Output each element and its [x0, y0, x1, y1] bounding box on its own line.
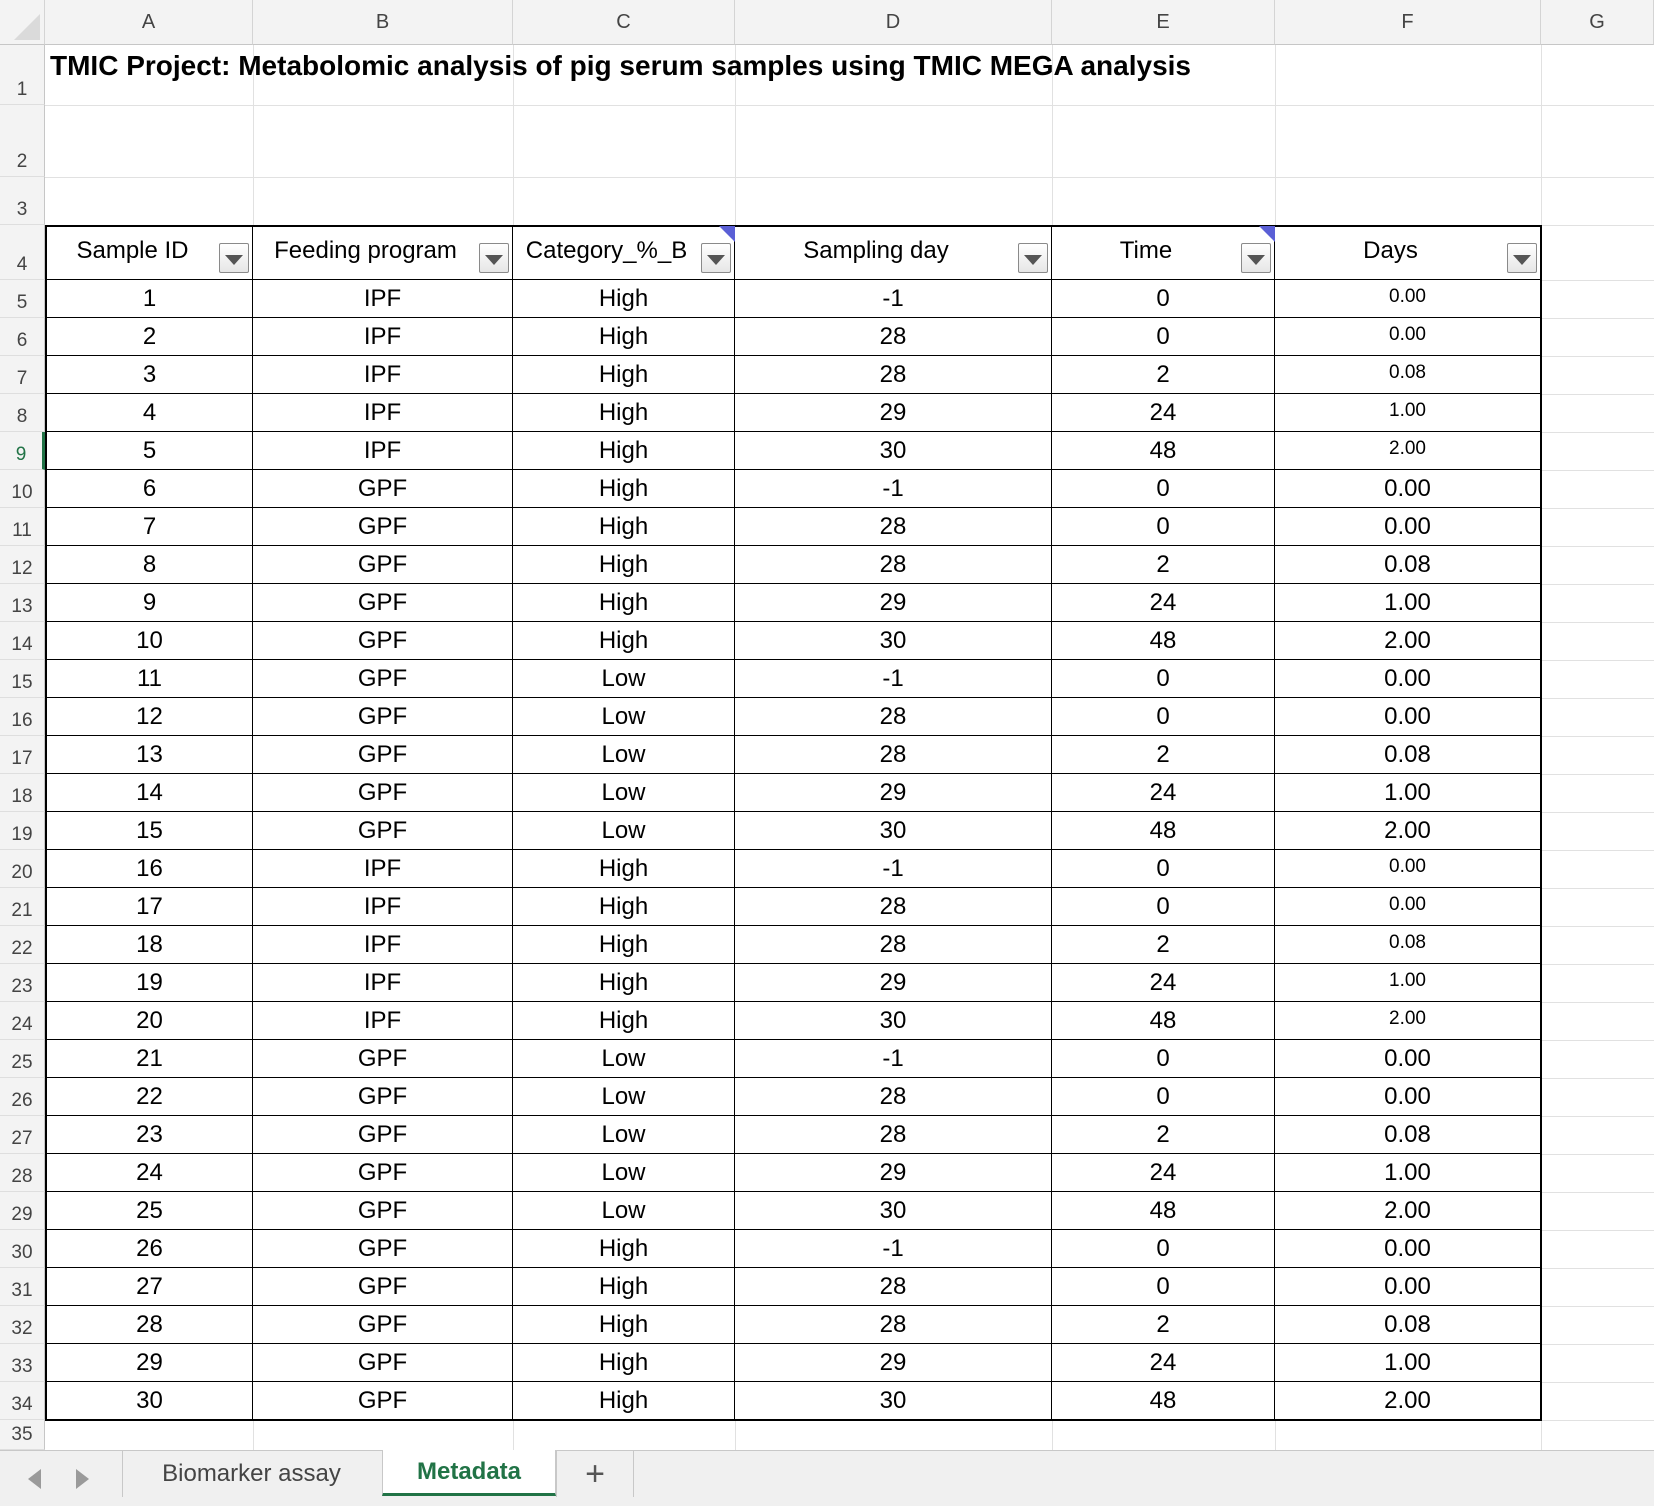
row-header-23[interactable]: 23 [0, 964, 45, 1002]
column-header-d[interactable]: D [735, 0, 1052, 45]
table-cell[interactable]: GPF [253, 774, 514, 813]
row-header-10[interactable]: 10 [0, 470, 45, 508]
table-cell[interactable]: 0.08 [1275, 926, 1542, 965]
table-cell[interactable]: GPF [253, 1230, 514, 1269]
table-cell[interactable]: 0 [1052, 888, 1276, 927]
table-cell[interactable]: 0 [1052, 470, 1276, 509]
table-cell[interactable]: 48 [1052, 812, 1276, 851]
table-cell[interactable]: GPF [253, 1078, 514, 1117]
table-cell[interactable]: High [513, 1344, 736, 1383]
filter-dropdown-icon[interactable] [1507, 243, 1537, 273]
table-cell[interactable]: 30 [735, 1192, 1053, 1231]
table-cell[interactable]: 11 [45, 660, 254, 699]
table-cell[interactable]: -1 [735, 850, 1053, 889]
row-header-12[interactable]: 12 [0, 546, 45, 584]
table-cell[interactable]: 14 [45, 774, 254, 813]
table-cell[interactable]: Low [513, 1078, 736, 1117]
table-cell[interactable]: 28 [735, 318, 1053, 357]
row-header-22[interactable]: 22 [0, 926, 45, 964]
table-cell[interactable]: 0.00 [1275, 850, 1542, 889]
table-cell[interactable]: Low [513, 1040, 736, 1079]
table-cell[interactable]: 0.08 [1275, 1306, 1542, 1345]
table-header-label: Sampling day [803, 237, 949, 264]
table-cell[interactable]: 0.00 [1275, 888, 1542, 927]
table-cell[interactable]: 7 [45, 508, 254, 547]
comment-indicator-icon [1259, 226, 1275, 242]
table-header-label: Feeding program [274, 237, 457, 264]
table-cell[interactable]: 30 [735, 812, 1053, 851]
table-cell[interactable]: 1.00 [1275, 964, 1542, 1003]
filter-dropdown-icon[interactable] [219, 243, 249, 273]
table-cell[interactable]: Low [513, 1116, 736, 1155]
table-cell[interactable]: High [513, 1268, 736, 1307]
table-cell[interactable]: 30 [735, 432, 1053, 471]
table-cell[interactable]: 28 [735, 888, 1053, 927]
table-cell[interactable]: 2 [1052, 1116, 1276, 1155]
table-cell[interactable]: GPF [253, 1268, 514, 1307]
table-cell[interactable]: High [513, 432, 736, 471]
filter-dropdown-icon[interactable] [701, 243, 731, 273]
table-cell[interactable]: IPF [253, 926, 514, 965]
row-header-18[interactable]: 18 [0, 774, 45, 812]
table-cell[interactable]: Low [513, 698, 736, 737]
column-header-b[interactable]: B [253, 0, 513, 45]
table-cell[interactable]: GPF [253, 1040, 514, 1079]
table-cell[interactable]: 0 [1052, 1078, 1276, 1117]
table-cell[interactable]: 2.00 [1275, 1192, 1542, 1231]
table-cell[interactable]: 15 [45, 812, 254, 851]
table-cell[interactable]: 0.00 [1275, 1040, 1542, 1079]
prev-sheet-arrow-icon[interactable] [28, 1469, 41, 1489]
column-header-f[interactable]: F [1275, 0, 1541, 45]
table-header-label: Time [1119, 237, 1173, 264]
table-cell[interactable]: -1 [735, 470, 1053, 509]
table-cell[interactable]: 0.00 [1275, 660, 1542, 699]
row-header-7[interactable]: 7 [0, 356, 45, 394]
row-header-1[interactable]: 1 [0, 45, 45, 105]
table-cell[interactable]: 0 [1052, 698, 1276, 737]
select-all-corner[interactable] [0, 0, 45, 45]
table-cell[interactable]: 0.00 [1275, 318, 1542, 357]
table-cell[interactable]: 29 [735, 964, 1053, 1003]
table-cell[interactable]: Low [513, 1192, 736, 1231]
table-cell[interactable]: High [513, 1002, 736, 1041]
table-cell[interactable]: 17 [45, 888, 254, 927]
table-cell[interactable]: 6 [45, 470, 254, 509]
table-cell[interactable]: IPF [253, 888, 514, 927]
table-cell[interactable]: -1 [735, 660, 1053, 699]
table-cell[interactable]: 30 [735, 622, 1053, 661]
row-header-16[interactable]: 16 [0, 698, 45, 736]
table-header-label: Category_%_B [525, 237, 688, 264]
row-header-19[interactable]: 19 [0, 812, 45, 850]
row-header-5[interactable]: 5 [0, 280, 45, 318]
row-header-6[interactable]: 6 [0, 318, 45, 356]
table-cell[interactable]: 28 [735, 546, 1053, 585]
table-cell[interactable]: 0 [1052, 1268, 1276, 1307]
table-cell[interactable]: High [513, 622, 736, 661]
table-cell[interactable]: 3 [45, 356, 254, 395]
table-cell[interactable]: 24 [1052, 584, 1276, 623]
table-cell[interactable]: IPF [253, 318, 514, 357]
column-header-a[interactable]: A [45, 0, 253, 45]
table-cell[interactable]: -1 [735, 1230, 1053, 1269]
table-cell[interactable]: GPF [253, 622, 514, 661]
table-cell[interactable]: Low [513, 812, 736, 851]
row-header-27[interactable]: 27 [0, 1116, 45, 1154]
row-header-3[interactable]: 3 [0, 177, 45, 225]
table-header-cell[interactable] [1275, 225, 1542, 281]
table-cell[interactable]: High [513, 394, 736, 433]
table-cell[interactable]: 29 [735, 1344, 1053, 1383]
table-cell[interactable]: GPF [253, 1382, 514, 1421]
table-cell[interactable]: 18 [45, 926, 254, 965]
row-header-32[interactable]: 32 [0, 1306, 45, 1344]
table-cell[interactable]: 24 [1052, 1344, 1276, 1383]
table-cell[interactable]: 1.00 [1275, 1154, 1542, 1193]
row-header-31[interactable]: 31 [0, 1268, 45, 1306]
table-cell[interactable]: 2.00 [1275, 1382, 1542, 1421]
table-cell[interactable]: 0.08 [1275, 1116, 1542, 1155]
table-cell[interactable]: 0 [1052, 1040, 1276, 1079]
table-cell[interactable]: 4 [45, 394, 254, 433]
row-header-25[interactable]: 25 [0, 1040, 45, 1078]
table-cell[interactable]: High [513, 280, 736, 319]
table-cell[interactable]: 24 [1052, 394, 1276, 433]
filter-dropdown-icon[interactable] [1018, 243, 1048, 273]
table-cell[interactable]: 0 [1052, 508, 1276, 547]
table-cell[interactable]: 2 [1052, 736, 1276, 775]
table-cell[interactable]: 28 [735, 926, 1053, 965]
table-cell[interactable]: 1.00 [1275, 1344, 1542, 1383]
table-cell[interactable]: GPF [253, 1306, 514, 1345]
table-header-cell[interactable] [735, 225, 1053, 281]
row-header-20[interactable]: 20 [0, 850, 45, 888]
table-cell[interactable]: Low [513, 774, 736, 813]
row-header-2[interactable]: 2 [0, 105, 45, 177]
table-cell[interactable]: 48 [1052, 432, 1276, 471]
table-cell[interactable]: 20 [45, 1002, 254, 1041]
table-cell[interactable]: 28 [735, 356, 1053, 395]
table-cell[interactable]: 27 [45, 1268, 254, 1307]
sheet-tab-metadata[interactable]: Metadata [382, 1450, 556, 1496]
table-cell[interactable]: 48 [1052, 1192, 1276, 1231]
table-cell[interactable]: 0 [1052, 850, 1276, 889]
row-header-11[interactable]: 11 [0, 508, 45, 546]
row-header-21[interactable]: 21 [0, 888, 45, 926]
table-cell[interactable]: 29 [735, 774, 1053, 813]
table-cell[interactable]: 2.00 [1275, 432, 1542, 471]
row-header-33[interactable]: 33 [0, 1344, 45, 1382]
table-cell[interactable]: 2 [1052, 926, 1276, 965]
table-cell[interactable]: IPF [253, 432, 514, 471]
sheet-tab-bar [0, 1450, 1654, 1506]
row-header-35[interactable]: 35 [0, 1420, 45, 1450]
table-cell[interactable]: 0.00 [1275, 1078, 1542, 1117]
table-cell[interactable]: 2 [1052, 356, 1276, 395]
table-cell[interactable]: 0.00 [1275, 1268, 1542, 1307]
table-cell[interactable]: 21 [45, 1040, 254, 1079]
table-cell[interactable]: High [513, 1382, 736, 1421]
gridline-horizontal [45, 177, 1654, 178]
table-cell[interactable]: IPF [253, 964, 514, 1003]
table-cell[interactable]: 10 [45, 622, 254, 661]
table-cell[interactable]: 24 [45, 1154, 254, 1193]
table-cell[interactable]: -1 [735, 1040, 1053, 1079]
table-cell[interactable]: 0.08 [1275, 546, 1542, 585]
table-cell[interactable]: 13 [45, 736, 254, 775]
column-header-e[interactable]: E [1052, 0, 1275, 45]
table-cell[interactable]: -1 [735, 280, 1053, 319]
table-cell[interactable]: IPF [253, 1002, 514, 1041]
table-cell[interactable]: 30 [45, 1382, 254, 1421]
column-header-c[interactable]: C [513, 0, 735, 45]
table-cell[interactable]: 30 [735, 1002, 1053, 1041]
table-cell[interactable]: 2 [45, 318, 254, 357]
table-cell[interactable]: High [513, 1230, 736, 1269]
table-cell[interactable]: 0.00 [1275, 470, 1542, 509]
table-cell[interactable]: High [513, 964, 736, 1003]
table-cell[interactable]: 2 [1052, 1306, 1276, 1345]
table-cell[interactable]: 29 [735, 394, 1053, 433]
row-header-13[interactable]: 13 [0, 584, 45, 622]
table-cell[interactable]: 28 [735, 698, 1053, 737]
row-header-28[interactable]: 28 [0, 1154, 45, 1192]
table-cell[interactable]: 28 [735, 1268, 1053, 1307]
row-header-14[interactable]: 14 [0, 622, 45, 660]
row-header-15[interactable]: 15 [0, 660, 45, 698]
table-cell[interactable]: 28 [735, 508, 1053, 547]
comment-indicator-icon [719, 226, 735, 242]
table-cell[interactable]: GPF [253, 1116, 514, 1155]
table-cell[interactable]: GPF [253, 1344, 514, 1383]
table-header-cell[interactable] [253, 225, 514, 281]
filter-dropdown-icon[interactable] [479, 243, 509, 273]
table-cell[interactable]: 19 [45, 964, 254, 1003]
table-cell[interactable]: High [513, 850, 736, 889]
table-cell[interactable]: GPF [253, 736, 514, 775]
table-cell[interactable]: 2.00 [1275, 622, 1542, 661]
table-cell[interactable]: 0.08 [1275, 736, 1542, 775]
table-cell[interactable]: 0 [1052, 280, 1276, 319]
table-cell[interactable]: GPF [253, 584, 514, 623]
table-cell[interactable]: 0.08 [1275, 356, 1542, 395]
row-header-30[interactable]: 30 [0, 1230, 45, 1268]
table-cell[interactable]: High [513, 926, 736, 965]
table-cell[interactable]: 29 [735, 584, 1053, 623]
table-cell[interactable]: Low [513, 660, 736, 699]
gridline-horizontal [45, 105, 1654, 106]
table-cell[interactable]: High [513, 546, 736, 585]
table-cell[interactable]: 28 [735, 1078, 1053, 1117]
table-cell[interactable]: 29 [735, 1154, 1053, 1193]
row-header-9[interactable]: 9 [0, 432, 45, 470]
table-cell[interactable]: 28 [735, 1116, 1053, 1155]
table-cell[interactable]: 0 [1052, 318, 1276, 357]
table-cell[interactable]: 24 [1052, 964, 1276, 1003]
table-cell[interactable]: 0 [1052, 1230, 1276, 1269]
table-cell[interactable]: 25 [45, 1192, 254, 1231]
table-cell[interactable]: 0.00 [1275, 698, 1542, 737]
table-cell[interactable]: 2.00 [1275, 812, 1542, 851]
table-cell[interactable]: IPF [253, 850, 514, 889]
table-cell[interactable]: 2 [1052, 546, 1276, 585]
table-cell[interactable]: 48 [1052, 1002, 1276, 1041]
row-header-8[interactable]: 8 [0, 394, 45, 432]
table-cell[interactable]: 26 [45, 1230, 254, 1269]
table-cell[interactable]: GPF [253, 470, 514, 509]
table-cell[interactable]: 24 [1052, 774, 1276, 813]
table-cell[interactable]: 1.00 [1275, 774, 1542, 813]
table-cell[interactable]: 30 [735, 1382, 1053, 1421]
table-cell[interactable]: 48 [1052, 622, 1276, 661]
table-cell[interactable]: 0.00 [1275, 280, 1542, 319]
table-cell[interactable]: GPF [253, 698, 514, 737]
row-header-29[interactable]: 29 [0, 1192, 45, 1230]
table-cell[interactable]: High [513, 888, 736, 927]
table-cell[interactable]: High [513, 318, 736, 357]
table-cell[interactable]: IPF [253, 356, 514, 395]
table-cell[interactable]: 8 [45, 546, 254, 585]
table-cell[interactable]: 12 [45, 698, 254, 737]
table-cell[interactable]: 28 [735, 1306, 1053, 1345]
table-cell[interactable]: 1.00 [1275, 394, 1542, 433]
table-cell[interactable]: High [513, 508, 736, 547]
row-header-4[interactable]: 4 [0, 225, 45, 280]
row-header-34[interactable]: 34 [0, 1382, 45, 1420]
table-cell[interactable]: GPF [253, 546, 514, 585]
table-cell[interactable]: Low [513, 736, 736, 775]
table-cell[interactable]: 28 [45, 1306, 254, 1345]
table-cell[interactable]: IPF [253, 280, 514, 319]
table-cell[interactable]: GPF [253, 660, 514, 699]
next-sheet-arrow-icon[interactable] [76, 1469, 89, 1489]
row-header-26[interactable]: 26 [0, 1078, 45, 1116]
table-cell[interactable]: 28 [735, 736, 1053, 775]
table-cell[interactable]: 1 [45, 280, 254, 319]
table-cell[interactable]: IPF [253, 394, 514, 433]
table-cell[interactable]: GPF [253, 508, 514, 547]
table-cell[interactable]: 22 [45, 1078, 254, 1117]
add-sheet-button[interactable]: + [556, 1451, 634, 1497]
table-cell[interactable]: GPF [253, 1154, 514, 1193]
sheet-title[interactable]: TMIC Project: Metabolomic analysis of pig serum samples using TMIC MEGA analysis [50, 50, 1191, 81]
table-cell[interactable]: 1.00 [1275, 584, 1542, 623]
table-cell[interactable]: 9 [45, 584, 254, 623]
table-header-label: Days [1363, 237, 1418, 264]
table-cell[interactable]: GPF [253, 812, 514, 851]
table-cell[interactable]: GPF [253, 1192, 514, 1231]
row-header-17[interactable]: 17 [0, 736, 45, 774]
table-cell[interactable]: 29 [45, 1344, 254, 1383]
table-cell[interactable]: 0.00 [1275, 508, 1542, 547]
table-cell[interactable]: High [513, 356, 736, 395]
table-cell[interactable]: 48 [1052, 1382, 1276, 1421]
table-cell[interactable]: 16 [45, 850, 254, 889]
table-cell[interactable]: 23 [45, 1116, 254, 1155]
table-cell[interactable]: 24 [1052, 1154, 1276, 1193]
table-cell[interactable]: 0.00 [1275, 1230, 1542, 1269]
table-cell[interactable]: High [513, 1306, 736, 1345]
table-cell[interactable]: High [513, 584, 736, 623]
table-cell[interactable]: Low [513, 1154, 736, 1193]
table-cell[interactable]: 0 [1052, 660, 1276, 699]
table-cell[interactable]: 5 [45, 432, 254, 471]
row-header-24[interactable]: 24 [0, 1002, 45, 1040]
table-cell[interactable]: High [513, 470, 736, 509]
table-header-label: Sample ID [76, 237, 189, 264]
filter-dropdown-icon[interactable] [1241, 243, 1271, 273]
column-header-g[interactable]: G [1541, 0, 1654, 45]
table-cell[interactable]: 2.00 [1275, 1002, 1542, 1041]
sheet-tab-biomarker-assay[interactable]: Biomarker assay [122, 1451, 380, 1497]
